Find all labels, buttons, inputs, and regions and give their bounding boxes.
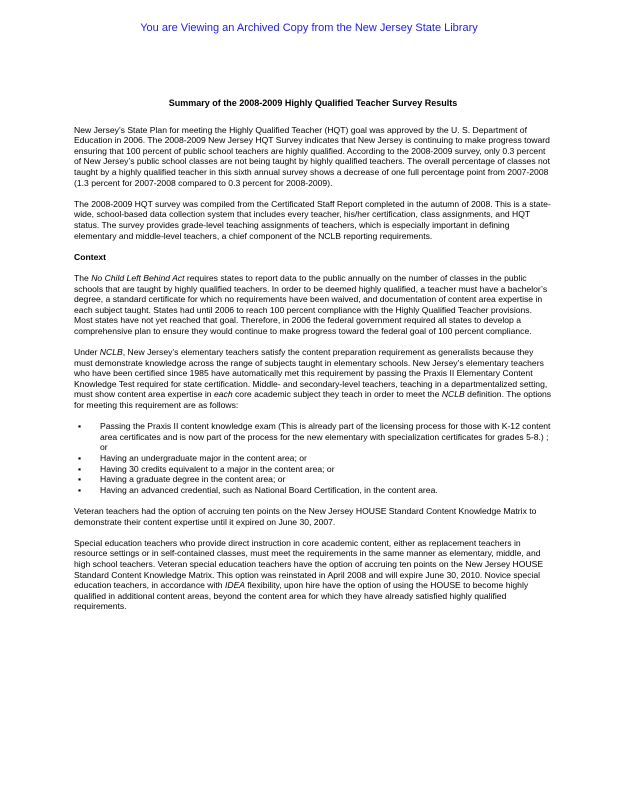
context-paragraph-4	[74, 538, 552, 612]
context-paragraph-3: Veteran teachers had the option of accruing ten points on the New Jersey HOUSE Standard Content Knowledge Matrix to demonstrate their content expertise until it expired on June 30, 2007.	[74, 505, 537, 527]
each-term: each	[213, 389, 233, 400]
document-title: Summary of the 2008-2009 Highly Qualified Teacher Survey Results	[168, 98, 458, 108]
option-text: Having an undergraduate major in the content area; or	[100, 453, 307, 463]
document-body	[74, 98, 552, 623]
intro-paragraph-1: New Jersey’s State Plan for meeting the Highly Qualified Teacher (HQT) goal was approved by the U. S. Department of Education in 2006. The 2008-2009 New Jersey HQT Survey indicates that New Jersey is continuing to make progress toward ensuring that 100 percent of public school teachers are highly qualified. According to the 2008-2009 survey, only 0.3 percent of New Jersey’s public school classes are not being taught by highly qualified teachers. The overall percentage of classes not taught by a highly qualified teacher in this sixth annual survey shows a decrease of one full percentage point from 2007-2008 (1.3 percent for 2007-2008 compared to 0.3 percent for 2008-2009).	[74, 124, 550, 188]
bullet-icon: ▪	[78, 474, 82, 485]
option-text: Having 30 credits equivalent to a major in the content area; or	[100, 463, 335, 474]
text-run: , New Jersey’s elementary teachers satisfy the content preparation requirement as generalists because they must demonstrate knowledge across the range of subjects taught in elementary schools. New Jersey’s elementary teachers who have been certified since 1985 have automatically met this requirement by passing the Praxis II Elementary Content Knowledge Test required for state certification. Middle- and secondary-level teachers, teaching in a departmentalized setting, must show content area expertise in	[74, 347, 548, 400]
bullet-icon: ▪	[78, 484, 82, 495]
option-text: Having a graduate degree in the content area; or	[100, 474, 286, 485]
idea-term: IDEA	[224, 580, 246, 591]
nclb-act-title: No Child Left Behind Act	[91, 272, 185, 283]
context-paragraph-1	[74, 273, 552, 337]
context-heading: Context	[74, 251, 106, 262]
text-run: core academic subject they teach in order to meet the	[232, 389, 442, 400]
list-item	[74, 474, 552, 485]
bullet-icon: ▪	[78, 421, 82, 432]
option-text: Having an advanced credential, such as National Board Certification, in the content area.	[100, 484, 438, 495]
text-run: flexibility, upon hire have the option of using the HOUSE to become highly qualified in additional content areas, beyond the content area for which they have already satisfied highly qualified requirements.	[74, 580, 529, 612]
text-run: Under	[74, 347, 100, 358]
context-paragraph-2	[74, 347, 552, 411]
intro-paragraph-2: The 2008-2009 HQT survey was compiled from the Certificated Staff Report completed in the autumn of 2008. This is a state-wide, school-based data collection system that includes every teacher, his/her certification, class assignments, and HQT status. The survey provides grade-level teaching assignments of teachers, which is especially important in defining elementary and middle-level teachers, a chief component of the NCLB reporting requirements.	[74, 198, 551, 241]
option-text: Passing the Praxis II content knowledge exam (This is already part of the licensing process for those with K-12 content area certificates and is now part of the process for the new elementary with specialization certificates for grades 5-8.) ; or	[100, 421, 551, 453]
list-item	[74, 485, 552, 496]
nclb-term: NCLB	[99, 347, 123, 358]
bullet-icon: ▪	[78, 453, 82, 463]
archive-banner: You are Viewing an Archived Copy from the New Jersey State Library	[140, 22, 478, 34]
list-item	[74, 453, 552, 464]
text-run: definition. The options for meeting this requirement are as follows:	[74, 389, 552, 411]
bullet-icon: ▪	[78, 463, 82, 474]
nclb-term: NCLB	[441, 389, 465, 400]
list-item	[74, 421, 552, 453]
text-run: requires states to report data to the public annually on the number of classes in the public schools that are taught by highly qualified teachers. In order to be deemed highly qualified, a teacher must have a bachelor’s degree, a standard certificate for which no requirements have been waived, and documentation of content area expertise in each subject taught. States had until 2006 to reach 100 percent compliance with the Highly Qualified Teacher provisions. Most states have not yet reached that goal. Therefore, in 2006 the federal government required all states to develop a comprehensive plan to ensure they would continue to make progress toward the federal goal of 100 percent compliance.	[74, 272, 548, 336]
options-list	[74, 421, 552, 495]
text-run: The	[74, 272, 92, 283]
text-run: Special education teachers who provide direct instruction in core academic content, either as replacement teachers in resource settings or in self-contained classes, must meet the requirements in the same manner as elementary, middle, and high school teachers. Veteran special education teachers have the option of accruing ten points on the New Jersey HOUSE Standard Content Knowledge Matrix. This option was reinstated in April 2008 and will expire June 30, 2010. Novice special education teachers, in accordance with	[74, 537, 544, 591]
list-item	[74, 464, 552, 475]
